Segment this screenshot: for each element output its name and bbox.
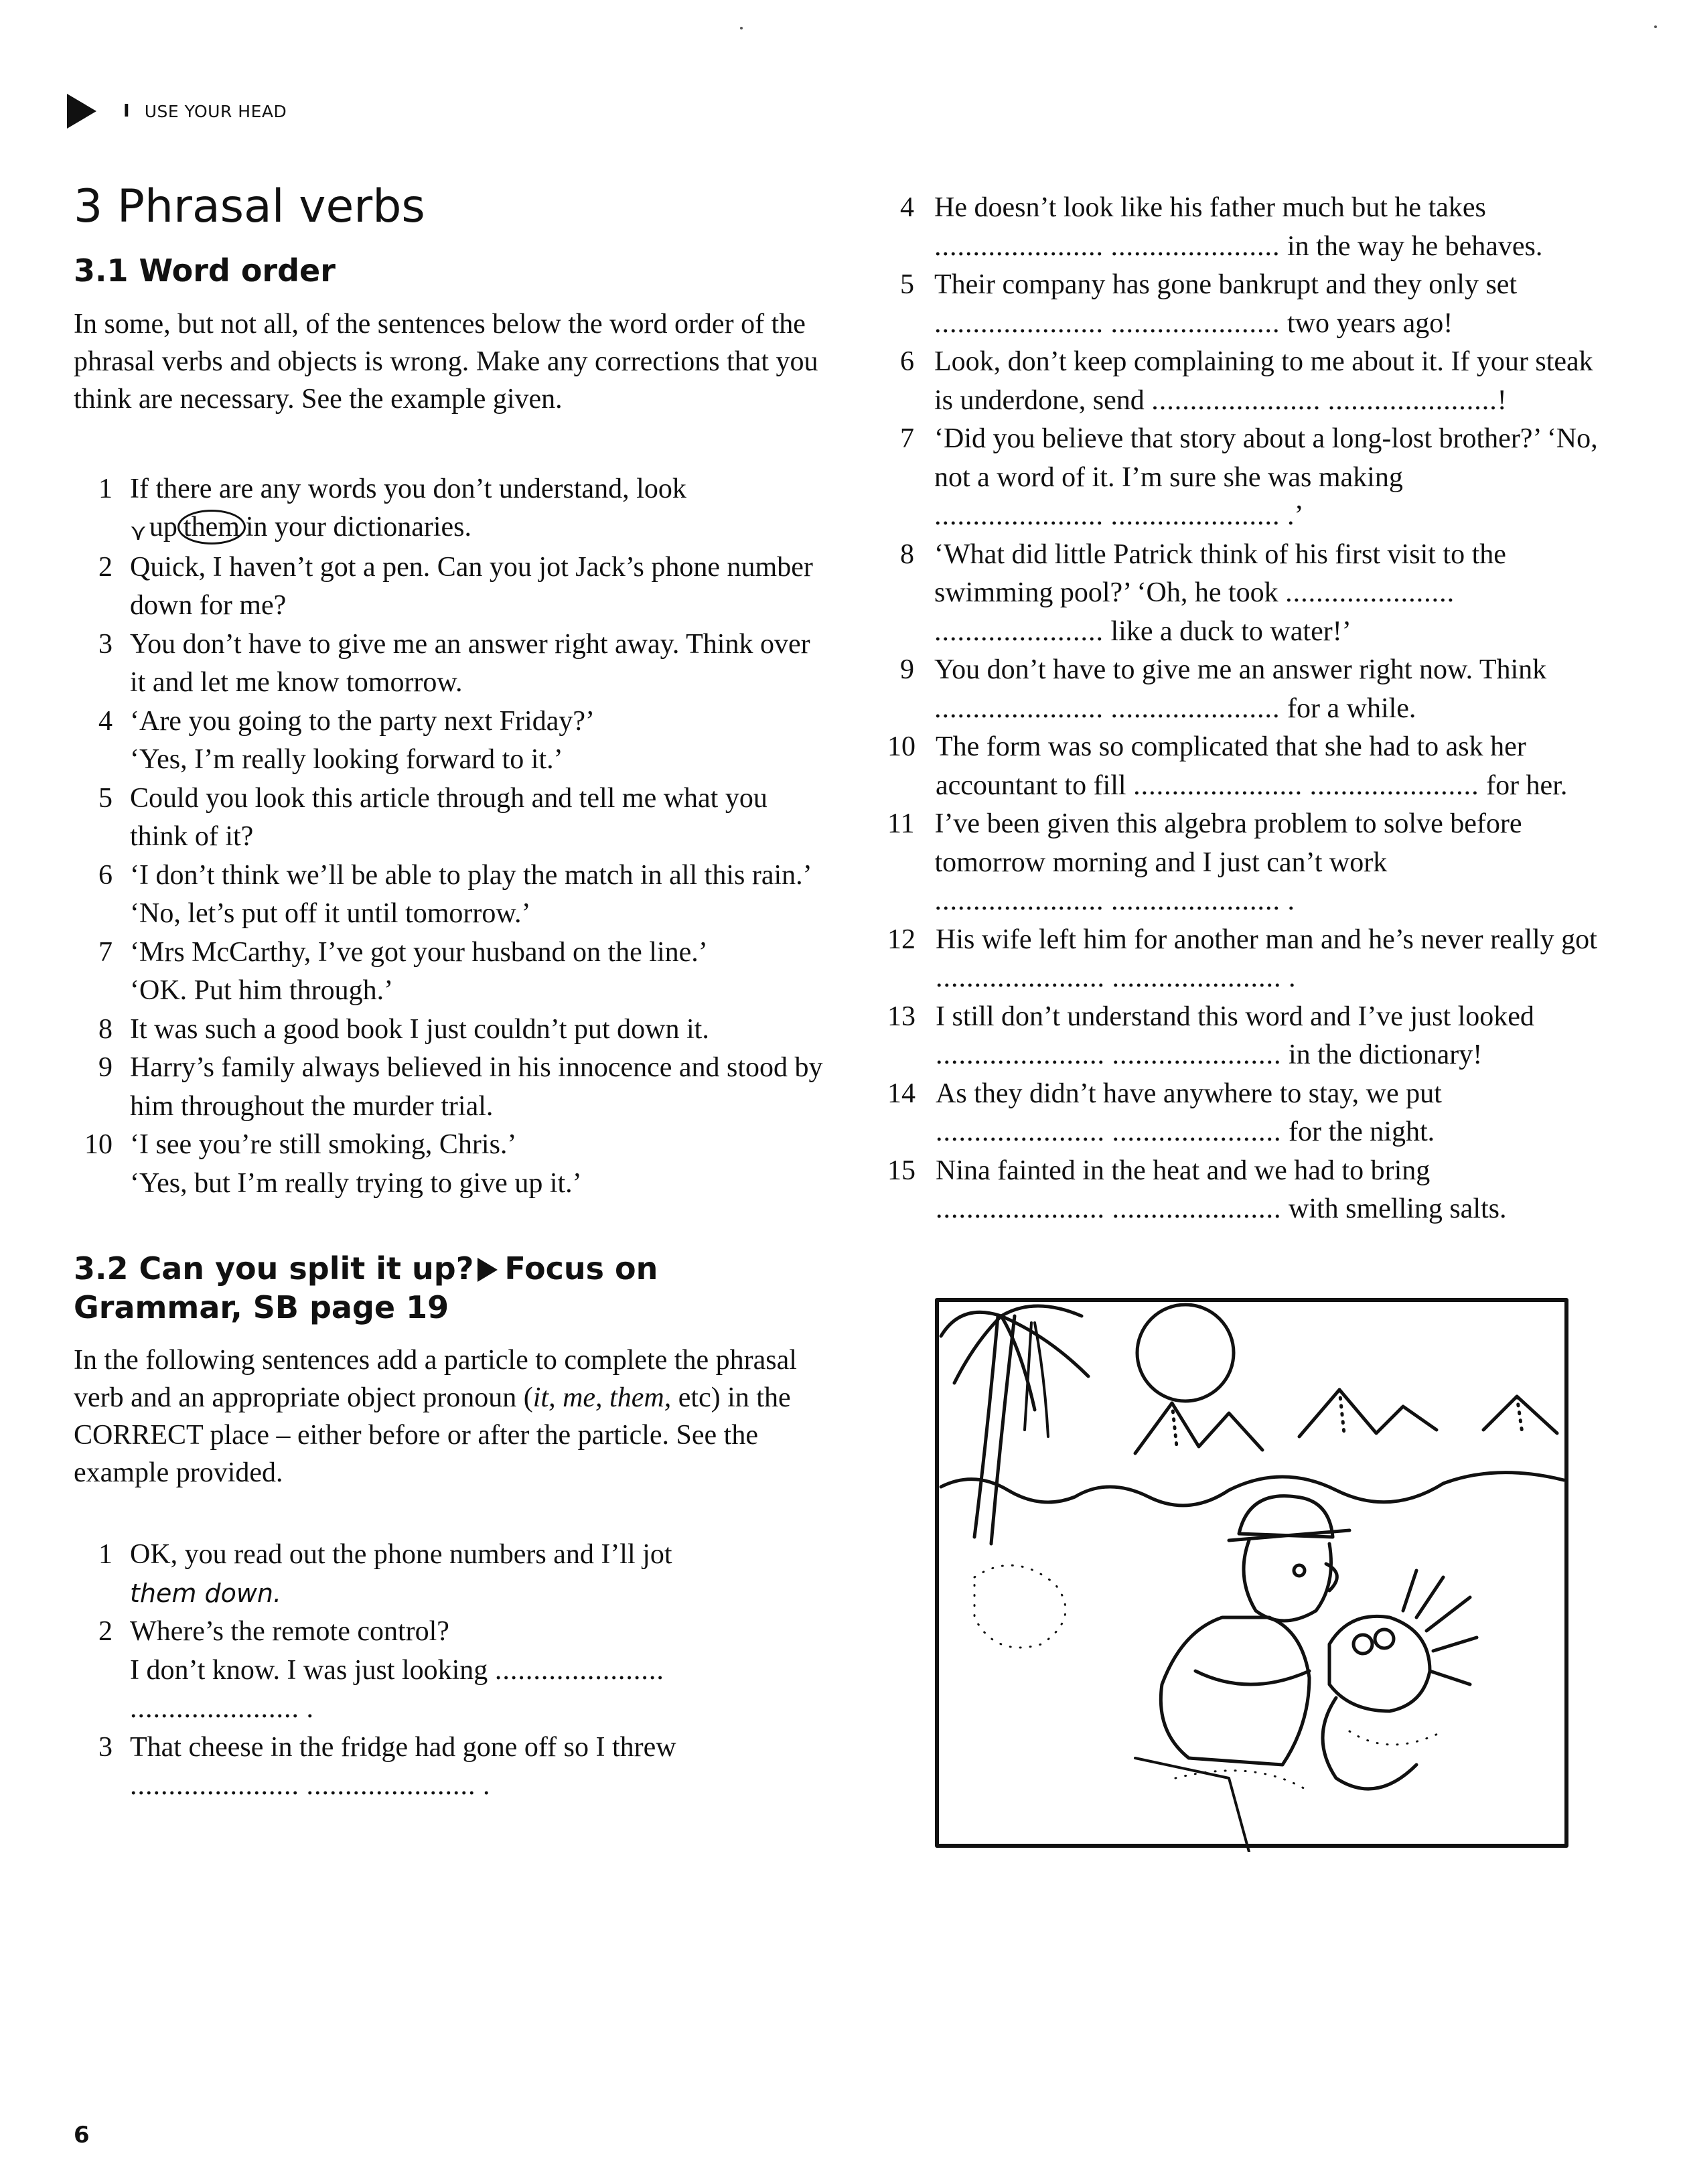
- explorer-figure: [1135, 1496, 1349, 1852]
- exercise-item: [74, 470, 824, 549]
- item-text: like a duck to water!’: [1110, 615, 1351, 647]
- item-number: 7: [900, 423, 914, 454]
- item-number: 2: [98, 551, 113, 583]
- dialogue-line: ‘I see you’re still smoking, Chris.’: [130, 1129, 517, 1161]
- insertion-caret-icon: ⋎: [130, 520, 147, 546]
- item-number: 10: [84, 1129, 113, 1161]
- item-number: 1: [98, 1539, 113, 1571]
- answer-blank[interactable]: ......................: [130, 1693, 299, 1725]
- section-title-3-2-main: 3.2 Can you split it up?: [74, 1250, 474, 1287]
- item-text: ‘Did you believe that story about a long-lost brother?’ ‘No, not a word of it. I’m sure she was making: [934, 423, 1598, 493]
- exercise-item: [74, 1536, 824, 1613]
- item-text: two years ago!: [1287, 307, 1453, 339]
- item-text: He doesn’t look like his father much but he takes: [934, 192, 1486, 223]
- item-number: 15: [887, 1155, 916, 1186]
- answer-blank[interactable]: ......................: [1110, 307, 1280, 339]
- item-number: 1: [98, 473, 113, 504]
- answer-blank[interactable]: ......................: [1133, 770, 1303, 801]
- item-number: 7: [98, 936, 113, 968]
- dialogue-line: ‘No, let’s put off it until tomorrow.’: [130, 898, 531, 930]
- item-text: for the night.: [1289, 1116, 1435, 1147]
- answer-blank[interactable]: ......................: [1285, 577, 1455, 608]
- exercise-list-3-1: [74, 470, 824, 1204]
- item-text: with smelling salts.: [1289, 1193, 1507, 1224]
- item-text: OK, you read out the phone numbers and I’ll jot: [130, 1539, 672, 1571]
- dialogue-line: ‘OK. Put him through.’: [130, 975, 394, 1007]
- exercise-item: [887, 921, 1617, 998]
- running-header: [67, 94, 287, 129]
- item-text: in the way he behaves.: [1287, 230, 1543, 262]
- item-text: !: [1497, 384, 1507, 416]
- exercise-item: 2 Where’s the remote control? I don’t know. I was just looking ...................... ...................... .: [74, 1613, 824, 1729]
- pronoun-examples: it, me, them,: [532, 1382, 672, 1414]
- item-text: Quick, I haven’t got a pen. Can you jot Jack’s phone number down for me?: [130, 551, 813, 622]
- instructions-3-2: In the following sentences add a particle to complete the phrasal verb and an appropriate object pronoun (it, me, them, etc) in the CORRECT place – either before or after the particle. See the example provided.: [74, 1345, 797, 1489]
- item-text: The form was so complicated that she had to ask her accountant to fill: [936, 731, 1526, 801]
- answer-blank[interactable]: ......................: [936, 1193, 1105, 1224]
- answer-blank[interactable]: ......................: [936, 1039, 1105, 1070]
- answer-blank[interactable]: ......................: [1110, 500, 1280, 531]
- answer-blank[interactable]: ......................: [306, 1770, 476, 1802]
- fainted-man: [1323, 1571, 1477, 1789]
- unit-number: I: [123, 101, 130, 121]
- section-title-3-1: 3.1 Word order: [74, 252, 336, 289]
- answer-blank[interactable]: ......................: [1112, 1116, 1282, 1147]
- palm-tree: [941, 1306, 1088, 1544]
- exercise-item: [887, 420, 1617, 536]
- item-text: His wife left him for another man and he’s never really got: [936, 924, 1597, 955]
- exercise-list-3-2-left: [74, 1536, 824, 1806]
- answer-blank[interactable]: ......................: [934, 230, 1104, 262]
- item-number: 4: [900, 192, 914, 223]
- scan-speck: [740, 27, 743, 29]
- answer-blank[interactable]: ......................: [934, 615, 1104, 647]
- answer-blank[interactable]: ......................: [494, 1654, 664, 1686]
- item-number: 6: [900, 346, 914, 377]
- example-answer: them down.: [130, 1578, 282, 1608]
- item-text: It was such a good book I just couldn’t put down it.: [130, 1013, 709, 1045]
- exercise-item: [74, 549, 824, 626]
- left-column: [74, 181, 824, 1806]
- item-text: in your dictionaries.: [245, 512, 471, 543]
- item-text: You don’t have to give me an answer right away. Think over it and let me know tomorrow.: [130, 628, 810, 699]
- answer-blank[interactable]: ......................: [934, 500, 1104, 531]
- item-number: 9: [98, 1052, 113, 1084]
- header-arrow-icon: [67, 94, 96, 129]
- item-text: ‘What did little Patrick think of his first visit to the swimming pool?’ ‘Oh, he took: [934, 538, 1506, 608]
- chapter-title: 3 Phrasal verbs: [74, 180, 425, 233]
- dialogue-line: ‘Yes, but I’m really trying to give up it.’: [130, 1167, 582, 1199]
- exercise-item: [887, 1152, 1617, 1229]
- item-number: 5: [900, 269, 914, 300]
- scan-speck: [1654, 25, 1657, 28]
- exercise-item: [887, 998, 1617, 1075]
- exercise-item: [887, 728, 1617, 805]
- page-number: 6: [74, 2122, 90, 2149]
- item-number: 2: [98, 1616, 113, 1648]
- item-text: for her.: [1486, 770, 1568, 801]
- sun-icon: [1137, 1305, 1234, 1401]
- item-text: .: [1289, 962, 1296, 993]
- item-text: I’ve been given this algebra problem to solve before tomorrow morning and I just can’t work: [934, 808, 1522, 878]
- item-text: in the dictionary!: [1289, 1039, 1483, 1070]
- item-text: for a while.: [1287, 693, 1416, 724]
- section-title-3-2-ref: Focus on Grammar, SB page 19: [74, 1250, 658, 1325]
- exercise-list-3-2-right: [887, 189, 1617, 1229]
- exercise-item: [74, 626, 824, 703]
- item-text: .: [1287, 885, 1295, 916]
- answer-blank[interactable]: ......................: [1112, 1039, 1282, 1070]
- exercise-item: [887, 189, 1617, 266]
- item-text: Where’s the remote control?: [130, 1616, 449, 1648]
- answer-blank[interactable]: ......................: [1309, 770, 1479, 801]
- dialogue-line: ‘Mrs McCarthy, I’ve got your husband on the line.’: [130, 936, 708, 968]
- answer-blank[interactable]: ......................: [934, 885, 1104, 916]
- exercise-item: [887, 1075, 1617, 1152]
- focus-arrow-icon: [478, 1258, 498, 1282]
- item-text: Harry’s family always believed in his innocence and stood by him throughout the murder trial.: [130, 1052, 823, 1122]
- item-number: 4: [98, 705, 113, 737]
- cartoon-illustration: [934, 1296, 1570, 1852]
- item-number: 10: [887, 731, 916, 762]
- exercise-item: [887, 651, 1617, 728]
- answer-blank[interactable]: ......................: [934, 307, 1104, 339]
- answer-blank[interactable]: ......................: [936, 1116, 1105, 1147]
- item-number: 8: [900, 538, 914, 570]
- exercise-item: 3 That cheese in the fridge had gone off so I threw ...................... ...................... .: [74, 1729, 824, 1806]
- item-number: 5: [98, 782, 113, 814]
- exercise-item: [74, 934, 824, 1011]
- dialogue-line: ‘I don’t think we’ll be able to play the match in all this rain.’: [130, 859, 812, 891]
- item-number: 3: [98, 1731, 113, 1763]
- item-text: If there are any words you don’t understand, look: [130, 473, 686, 504]
- exercise-item: [887, 536, 1617, 652]
- item-number: 6: [98, 859, 113, 891]
- item-number: 12: [887, 924, 916, 955]
- unit-title: USE YOUR HEAD: [144, 101, 287, 121]
- answer-blank[interactable]: ......................: [934, 693, 1104, 724]
- right-column: [887, 189, 1617, 1229]
- exercise-item: [74, 703, 824, 780]
- item-text: Could you look this article through and tell me what you think of it?: [130, 782, 767, 853]
- item-number: 13: [887, 1001, 916, 1032]
- item-text: I don’t know. I was just looking: [130, 1654, 488, 1686]
- answer-blank[interactable]: ......................: [936, 962, 1105, 993]
- exercise-item: [887, 805, 1617, 921]
- exercise-item: [887, 343, 1617, 420]
- answer-blank[interactable]: ......................: [1110, 230, 1280, 262]
- answer-blank[interactable]: ......................: [1112, 962, 1282, 993]
- item-text: .’: [1287, 500, 1304, 531]
- item-text: Nina fainted in the heat and we had to bring: [936, 1155, 1431, 1186]
- item-number: 3: [98, 628, 113, 660]
- exercise-item: [74, 1049, 824, 1126]
- answer-blank[interactable]: ......................: [1110, 693, 1280, 724]
- exercise-item: [74, 857, 824, 934]
- answer-blank[interactable]: ......................: [130, 1770, 299, 1802]
- exercise-item: [887, 266, 1617, 343]
- instructions-3-1: In some, but not all, of the sentences below the word order of the phrasal verbs and objects is wrong. Make any corrections that you think are necessary. See the example given.: [74, 308, 818, 415]
- answer-blank[interactable]: ......................: [1327, 384, 1497, 416]
- desert-dunes: [941, 1473, 1564, 1506]
- dialogue-line: ‘Yes, I’m really looking forward to it.’: [130, 744, 563, 776]
- dialogue-line: ‘Are you going to the party next Friday?’: [130, 705, 595, 737]
- answer-blank[interactable]: ......................: [1151, 384, 1321, 416]
- exercise-item: [74, 780, 824, 857]
- item-text: I still don’t understand this word and I’ve just looked: [936, 1001, 1534, 1032]
- exercise-item: [74, 1126, 824, 1203]
- item-text: That cheese in the fridge had gone off so I threw: [130, 1731, 676, 1763]
- answer-blank[interactable]: ......................: [1110, 885, 1280, 916]
- item-number: 8: [98, 1013, 113, 1045]
- item-number: 9: [900, 654, 914, 685]
- exercise-item: [74, 1011, 824, 1049]
- item-number: 11: [887, 808, 915, 839]
- item-text: As they didn’t have anywhere to stay, we put: [936, 1078, 1442, 1109]
- circled-correction: them: [177, 510, 246, 544]
- item-text: You don’t have to give me an answer right now. Think: [934, 654, 1547, 685]
- section-title-3-2: [74, 1250, 824, 1327]
- example-particle: up: [149, 512, 177, 543]
- answer-blank[interactable]: ......................: [1112, 1193, 1282, 1224]
- item-text: Their company has gone bankrupt and they only set: [934, 269, 1518, 300]
- item-text: Look, don’t keep complaining to me about it. If your steak is underdone, send: [934, 346, 1593, 416]
- item-number: 14: [887, 1078, 916, 1109]
